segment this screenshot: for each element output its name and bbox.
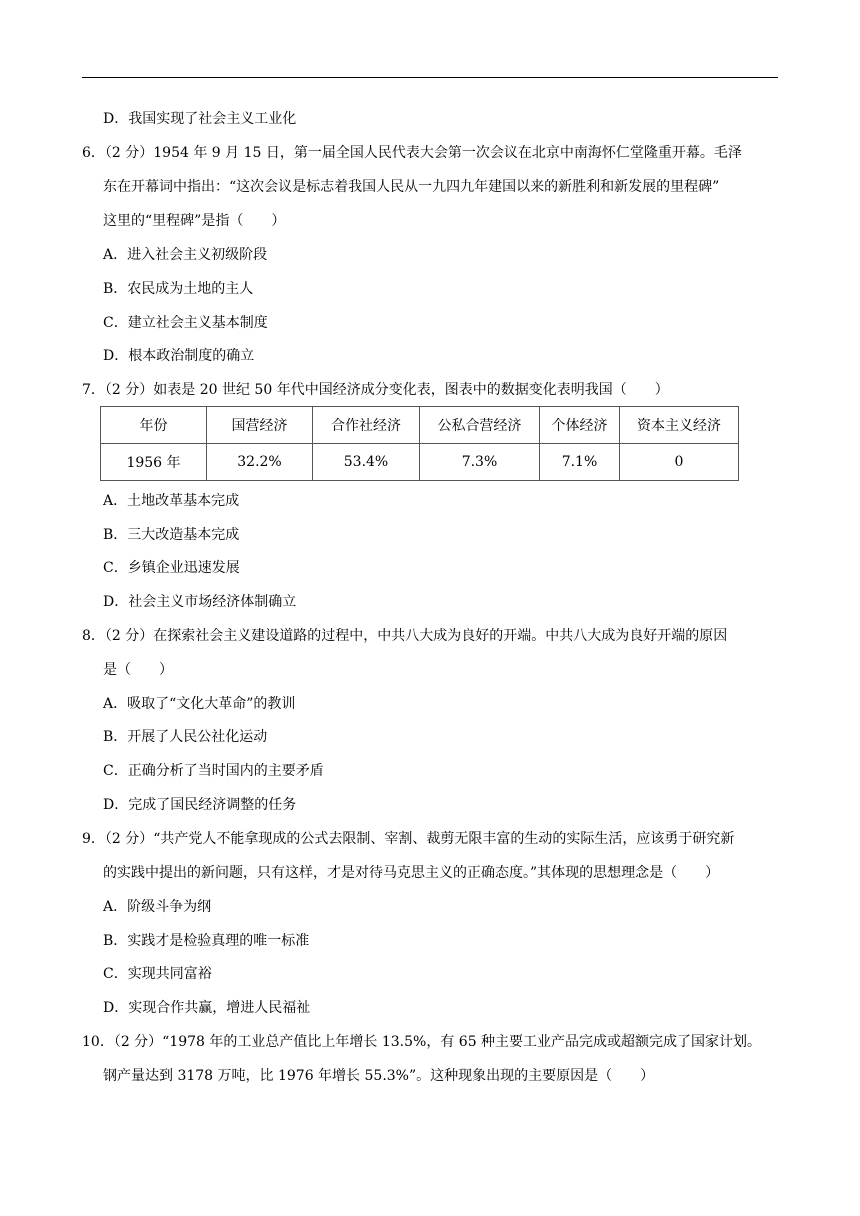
q9-stem-line2: 的实践中提出的新问题，只有这样，才是对待马克思主义的正确态度。”其体现的思想理念是（ ）	[103, 865, 720, 881]
q6-option-c[interactable]: C．建立社会主义基本制度	[103, 315, 268, 331]
q8-option-b[interactable]: B．开展了人民公社化运动	[103, 729, 268, 745]
table-header-cell: 合作社经济	[313, 407, 420, 444]
q8-stem-line2: 是（ ）	[103, 662, 173, 678]
q8-option-a[interactable]: A．吸取了“文化大革命”的教训	[103, 696, 296, 712]
table-header-row	[101, 407, 739, 444]
q7-option-c[interactable]: C．乡镇企业迅速发展	[103, 560, 240, 576]
q7-option-a[interactable]: A．土地改革基本完成	[103, 493, 240, 509]
q7-option-d[interactable]: D．社会主义市场经济体制确立	[103, 594, 297, 610]
q6-stem-line3: 这里的“里程碑”是指（ ）	[103, 213, 286, 229]
q9-option-a[interactable]: A．阶级斗争为纲	[103, 899, 212, 915]
table-cell: 0	[620, 444, 739, 481]
q6-stem-line2: 东在开幕词中指出：“这次会议是标志着我国人民从一九四九年建国以来的新胜利和新发展的里程碑”	[103, 179, 720, 195]
q8-option-c[interactable]: C．正确分析了当时国内的主要矛盾	[103, 763, 324, 779]
q6-stem-line1: 6．（2 分）1954 年 9 月 15 日，第一届全国人民代表大会第一次会议在北京中南海怀仁堂隆重开幕。毛泽	[82, 145, 742, 161]
q9-option-c[interactable]: C．实现共同富裕	[103, 966, 212, 982]
q8-stem-line1: 8．（2 分）在探索社会主义建设道路的过程中，中共八大成为良好的开端。中共八大成为良好开端的原因	[82, 628, 728, 644]
q6-option-d[interactable]: D．根本政治制度的确立	[103, 348, 255, 364]
q10-stem-line2: 钢产量达到 3178 万吨，比 1976 年增长 55.3%”。这种现象出现的主要原因是（ ）	[103, 1068, 655, 1084]
q9-option-d[interactable]: D．实现合作共赢，增进人民福祉	[103, 1000, 311, 1016]
economy-table	[100, 406, 739, 481]
table-header-cell: 个体经济	[540, 407, 620, 444]
table-header-cell: 国营经济	[207, 407, 313, 444]
q6-option-b[interactable]: B．农民成为土地的主人	[103, 281, 254, 297]
q9-option-b[interactable]: B．实践才是检验真理的唯一标准	[103, 933, 310, 949]
table-cell: 1956 年	[101, 444, 207, 481]
q8-option-d[interactable]: D．完成了国民经济调整的任务	[103, 797, 297, 813]
table-header-cell: 公私合营经济	[420, 407, 540, 444]
table-row	[101, 444, 739, 481]
q7-option-b[interactable]: B．三大改造基本完成	[103, 527, 240, 543]
header-rule	[82, 77, 778, 78]
q10-stem-line1: 10．（2 分）“1978 年的工业总产值比上年增长 13.5%，有 65 种主要工业产品完成或超额完成了国家计划。	[82, 1034, 762, 1050]
q6-option-a[interactable]: A．进入社会主义初级阶段	[103, 247, 268, 263]
q9-stem-line1: 9．（2 分）“共产党人不能拿现成的公式去限制、宰割、裁剪无限丰富的生动的实际生活，应该勇于研究新	[82, 831, 735, 847]
table-header-cell: 资本主义经济	[620, 407, 739, 444]
table-header-cell: 年份	[101, 407, 207, 444]
table-cell: 7.3%	[420, 444, 540, 481]
q7-stem-line1: 7．（2 分）如表是 20 世纪 50 年代中国经济成分变化表，图表中的数据变化表明我国（ ）	[82, 382, 669, 398]
q5-option-d[interactable]: D．我国实现了社会主义工业化	[103, 111, 297, 127]
table-cell: 7.1%	[540, 444, 620, 481]
table-cell: 53.4%	[313, 444, 420, 481]
table-cell: 32.2%	[207, 444, 313, 481]
